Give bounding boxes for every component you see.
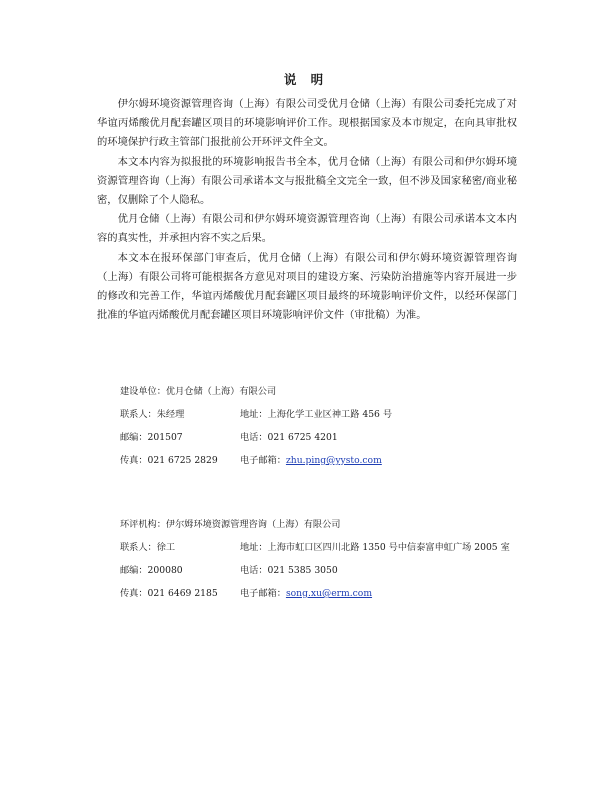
builder-postcode: 邮编：201507 xyxy=(120,432,183,443)
assessor-phone: 电话：021 5385 3050 xyxy=(240,565,338,576)
assessor-email-field xyxy=(240,587,372,601)
paragraph-authenticity: 优月仓储（上海）有限公司和伊尔姆环境资源管理咨询（上海）有限公司承诺本文本内容的真实性，并承担内容不实之后果。 xyxy=(97,213,517,245)
assessor-fax: 传真：021 6469 2185 xyxy=(120,588,218,599)
builder-email-label: 电子邮箱： xyxy=(240,455,286,466)
assessor-contact-person: 联系人：徐工 xyxy=(120,542,176,553)
paragraph-commission: 伊尔姆环境资源管理咨询（上海）有限公司受优月仓储（上海）有限公司委托完成了对华谊丙烯酸优月配套罐区项目的环境影响评价工作。现根据国家及本市规定，在向具审批权的环境保护行政主管部门报批前公开环评文件全文。 xyxy=(97,98,517,149)
builder-email-link[interactable]: zhu.ping@yysto.com xyxy=(285,455,382,466)
assessor-row-postcode xyxy=(120,564,540,587)
assessor-row-contact xyxy=(120,541,540,564)
builder-contact-block xyxy=(120,385,540,477)
builder-address: 地址：上海化学工业区神工路 456 号 xyxy=(240,409,393,420)
builder-phone: 电话：021 6725 4201 xyxy=(240,432,338,443)
builder-email-field xyxy=(240,454,382,468)
assessor-address: 地址：上海市虹口区四川北路 1350 号中信泰富申虹广场 2005 室 xyxy=(240,542,510,553)
paragraph-review: 本文本在报环保部门审查后，优月仓储（上海）有限公司和伊尔姆环境资源管理咨询（上海）有限公司将可能根据各方意见对项目的建设方案、污染防治措施等内容开展进一步的修改和完善工作，华谊丙烯酸优月配套罐区项目最终的环境影响评价文件，以经环保部门批准的华谊丙烯酸优月配套罐区项目环境影响评价文件（审批稿）为准。 xyxy=(97,251,517,322)
page-title: 说 明 xyxy=(283,72,329,87)
builder-heading: 建设单位：优月仓储（上海）有限公司 xyxy=(120,386,277,397)
assessor-heading: 环评机构：伊尔姆环境资源管理咨询（上海）有限公司 xyxy=(120,519,341,530)
assessor-email-label: 电子邮箱： xyxy=(240,588,286,599)
assessor-row-fax xyxy=(120,587,540,610)
builder-contact-person: 联系人：朱经理 xyxy=(120,409,185,420)
assessor-postcode: 邮编：200080 xyxy=(120,565,183,576)
builder-row-contact xyxy=(120,408,540,431)
builder-row-postcode xyxy=(120,431,540,454)
paragraph-content-commitment: 本文本内容为拟报批的环境影响报告书全本，优月仓储（上海）有限公司和伊尔姆环境资源管理咨询（上海）有限公司承诺本文与报批稿全文完全一致，但不涉及国家秘密/商业秘密，仅删除了个人隐私。 xyxy=(97,155,517,207)
assessor-email-link[interactable]: song.xu@erm.com xyxy=(285,588,373,599)
builder-fax: 传真：021 6725 2829 xyxy=(120,455,218,466)
builder-row-fax xyxy=(120,454,540,477)
statement-body xyxy=(97,95,517,325)
assessor-contact-block xyxy=(120,518,540,610)
